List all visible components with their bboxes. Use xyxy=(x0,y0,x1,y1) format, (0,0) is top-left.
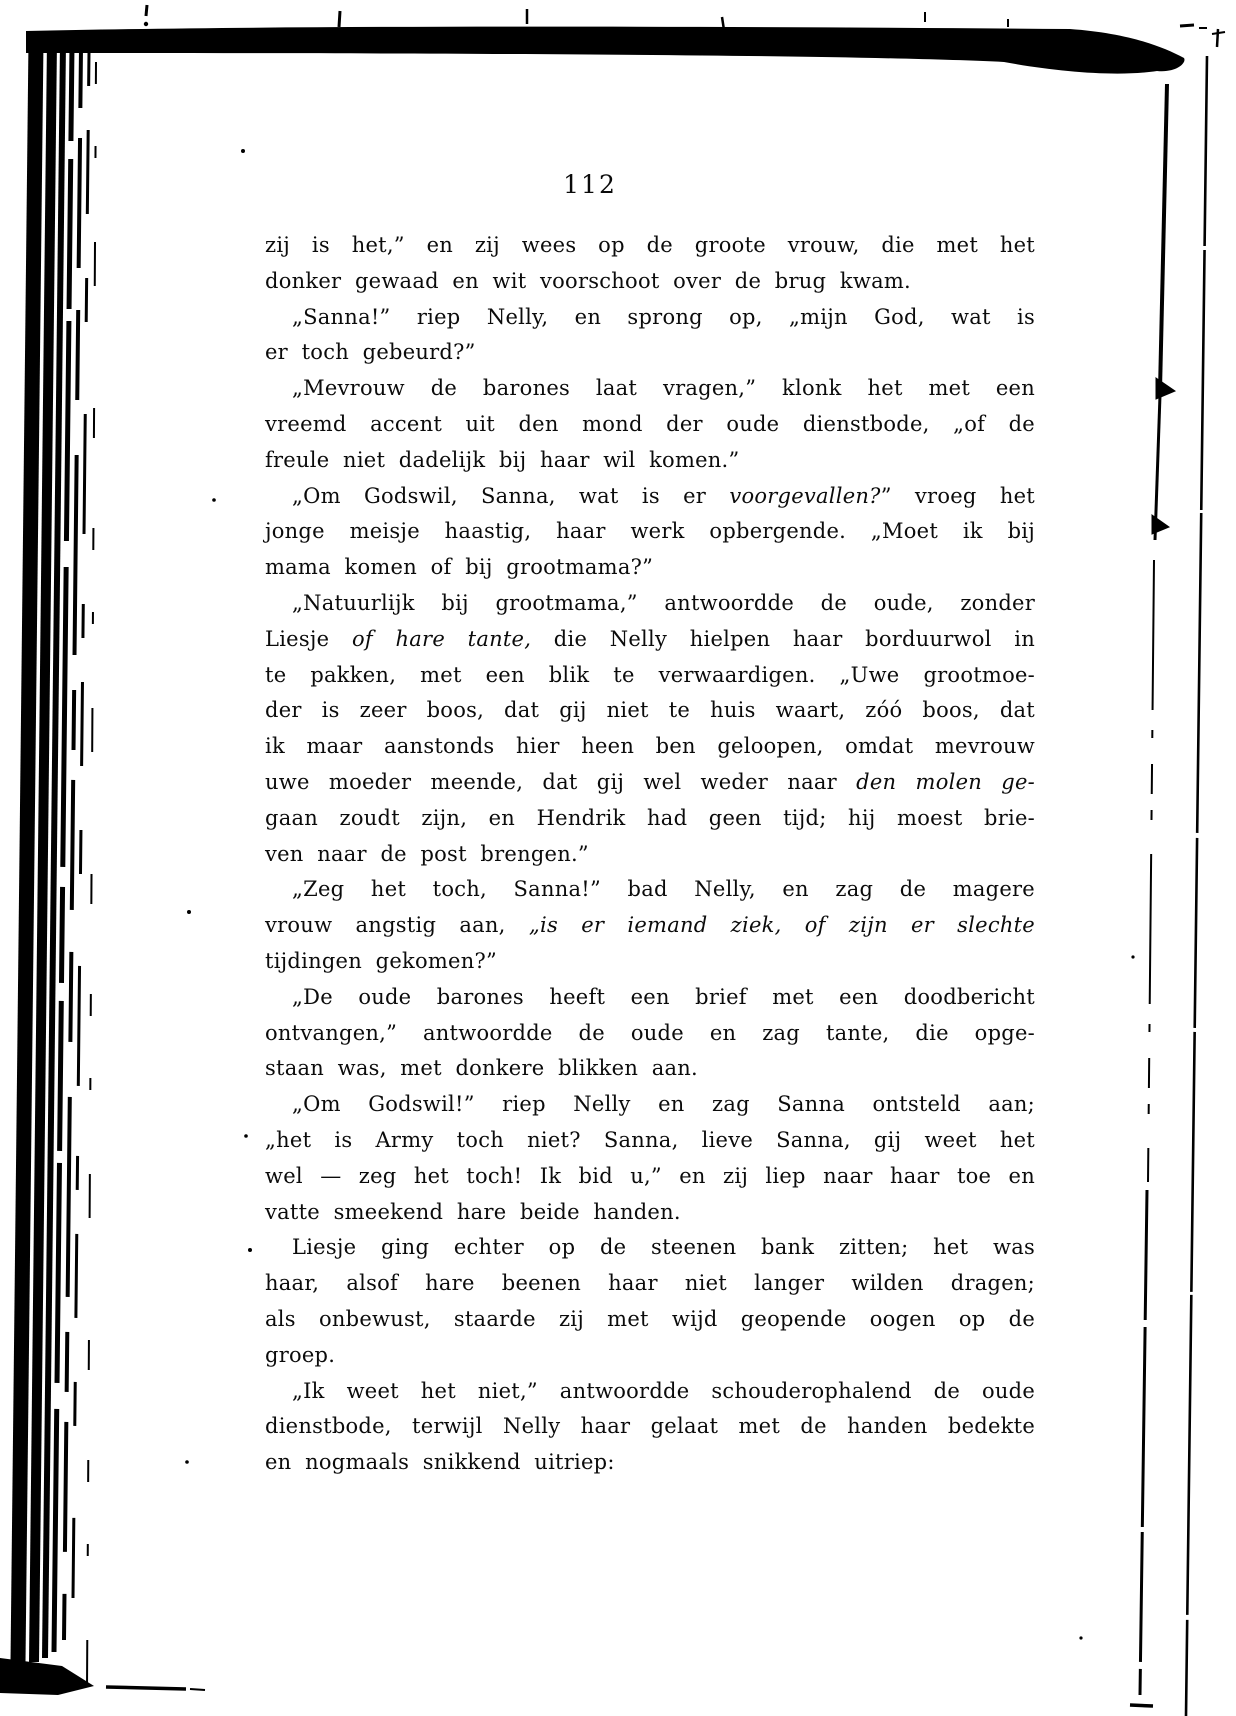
scan-top-bar xyxy=(26,27,1184,74)
text-line: tijdingen gekomen?” xyxy=(265,948,497,973)
text-line: „Sanna!” riep Nelly, en sprong op, „mijn God, wat is xyxy=(292,304,1035,329)
text-line: „het is Army toch niet? Sanna, lieve Sanna, gij weet het xyxy=(265,1127,1035,1152)
text-line: mama komen of bij grootmama?” xyxy=(265,555,654,580)
text-line: „Ik weet het niet,” antwoordde schouderophalend de oude xyxy=(292,1378,1035,1403)
text-line: ven naar de post brengen.” xyxy=(265,841,589,866)
text-line: dienstbode, terwijl Nelly haar gelaat met de handen bedekte xyxy=(265,1414,1035,1439)
text-line: „Om Godswil, Sanna, wat is er voorgevallen?” vroeg het xyxy=(292,483,1035,508)
text-line: „Natuurlijk bij grootmama,” antwoordde de oude, zonder xyxy=(292,590,1035,615)
text-line: jonge meisje haastig, haar werk opbergende. „Moet ik bij xyxy=(265,519,1035,544)
page-number: 112 xyxy=(563,170,617,199)
scan-blot xyxy=(1156,378,1175,399)
text-line: Liesje of hare tante, die Nelly hielpen haar borduurwol in xyxy=(265,626,1035,651)
text-line: staan was, met donkere blikken aan. xyxy=(265,1056,698,1081)
text-line: der is zeer boos, dat gij niet te huis waart, zóó boos, dat xyxy=(265,698,1035,723)
text-line: „Mevrouw de barones laat vragen,” klonk het met een xyxy=(292,376,1035,401)
text-line: vreemd accent uit den mond der oude dienstbode, „of de xyxy=(265,411,1035,436)
scan-edge-line-inner xyxy=(1160,84,1167,390)
text-line: „De oude barones heeft een brief met een doodbericht xyxy=(292,984,1035,1009)
text-line: „Zeg het toch, Sanna!” bad Nelly, en zag de magere xyxy=(292,877,1035,902)
text-line: vatte smeekend hare beide handen. xyxy=(265,1199,681,1224)
scan-blot xyxy=(1152,515,1169,534)
text-line: en nogmaals snikkend uitriep: xyxy=(265,1450,615,1475)
text-line: als onbewust, staarde zij met wijd geopende oogen op de xyxy=(265,1306,1035,1331)
text-line: te pakken, met een blik te verwaardigen. „Uwe grootmoe- xyxy=(265,662,1035,687)
text-line: Liesje ging echter op de steenen bank zitten; het was xyxy=(292,1235,1035,1260)
scan-top-marks xyxy=(144,5,1225,47)
text-line: er toch gebeurd?” xyxy=(265,340,476,365)
text-line: uwe moeder meende, dat gij wel weder naar den molen ge- xyxy=(265,769,1035,794)
text-block xyxy=(265,228,1035,1481)
text-line: zij is het,” en zij wees op de groote vrouw, die met het xyxy=(265,233,1035,257)
text-line: ik maar aanstonds hier heen ben geloopen, omdat mevrouw xyxy=(265,734,1035,759)
text-line: freule niet dadelijk bij haar wil komen.” xyxy=(265,447,740,472)
scan-binding-gutter xyxy=(0,40,96,1695)
text-line: ontvangen,” antwoordde de oude en zag tante, die opge- xyxy=(265,1020,1035,1045)
scan-edge-line-outer xyxy=(1186,56,1207,1716)
text-line: donker gewaad en wit voorschoot over de brug kwam. xyxy=(265,268,911,293)
text-line: vrouw angstig aan, „is er iemand ziek, of zijn er slechte xyxy=(265,913,1035,938)
text-line: groep. xyxy=(265,1342,336,1367)
text-line: „Om Godswil!” riep Nelly en zag Sanna ontsteld aan; xyxy=(292,1092,1035,1117)
text-line: gaan zoudt zijn, en Hendrik had geen tijd; hij moest brie- xyxy=(265,805,1035,830)
scan-right-edge-lines xyxy=(1140,56,1207,1716)
scan-bottom-rule xyxy=(106,1687,1153,1706)
text-line: haar, alsof hare beenen haar niet langer wilden dragen; xyxy=(265,1271,1035,1296)
text-line: wel — zeg het toch! Ik bid u,” en zij liep naar haar toe en xyxy=(265,1163,1035,1188)
